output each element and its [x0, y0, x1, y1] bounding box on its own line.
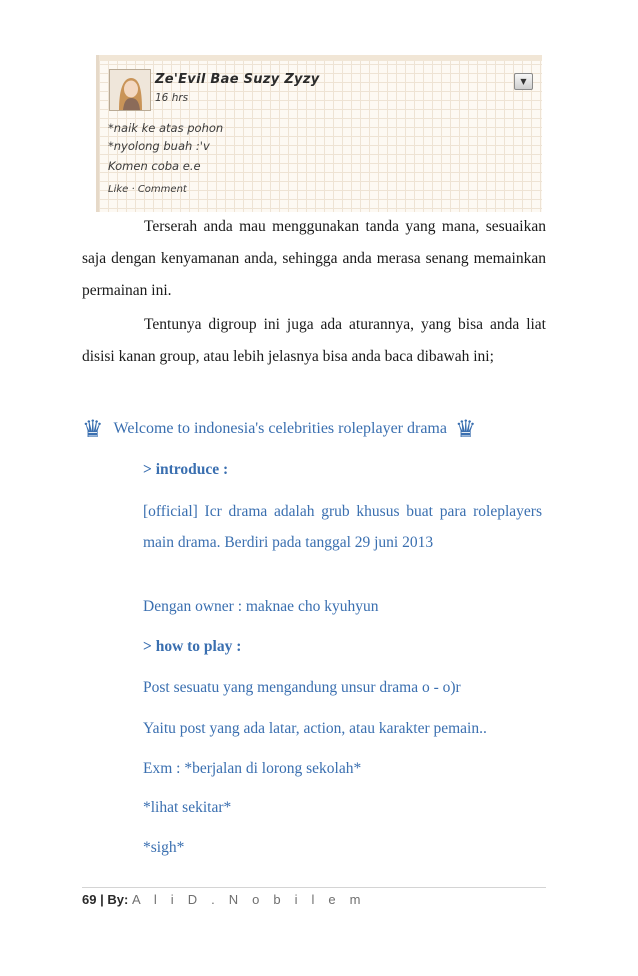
rule-line: Post sesuatu yang mengandung unsur drama o - o)r: [143, 679, 461, 696]
official-description: [official] Icr drama adalah grub khusus buat para roleplayers main drama. Berdiri pada tanggal 29 juni 2013: [143, 503, 542, 551]
author-name: A l i D . N o b i l e m: [131, 892, 366, 907]
rule-line: Exm : *berjalan di lorong sekolah*: [143, 760, 362, 777]
chevron-down-icon: ▼: [514, 73, 533, 90]
avatar: [109, 69, 151, 111]
post-author-name: Ze'Evil Bae Suzy Zyzy: [155, 72, 320, 87]
paragraph: Terserah anda mau menggunakan tanda yang mana, sesuaikan saja dengan kenyamanan anda, sehingga anda merasa senang memainkan permainan ini.: [82, 218, 546, 299]
paragraph: Tentunya digroup ini juga ada aturannya, yang bisa anda liat disisi kanan group, atau lebih jelasnya bisa anda baca dibawah ini;: [82, 316, 546, 365]
rule-line: *lihat sekitar*: [143, 799, 232, 816]
crown-icon: ♛: [82, 415, 104, 443]
screenshot-top-band: [99, 55, 542, 61]
how-to-play-heading: > how to play :: [143, 638, 242, 655]
page-footer: [82, 892, 366, 907]
page-number: 69: [82, 892, 97, 907]
welcome-title: Welcome to indonesia's celebrities roleplayer drama: [113, 420, 447, 437]
profile-photo-icon: [110, 70, 150, 110]
crown-icon: ♛: [454, 415, 477, 443]
footer-separator: |: [100, 892, 104, 907]
post-actions: Like · Comment: [108, 184, 187, 195]
owner-text: Dengan owner : maknae cho kyuhyun: [143, 598, 379, 615]
facebook-post-screenshot: [96, 55, 542, 212]
rule-line: Yaitu post yang ada latar, action, atau karakter pemain..: [143, 720, 487, 737]
introduce-heading: > introduce :: [143, 461, 229, 478]
by-label: By:: [107, 892, 129, 907]
post-line: Komen coba e.e: [108, 159, 201, 173]
post-timestamp: 16 hrs: [155, 92, 189, 104]
rule-line: *sigh*: [143, 839, 185, 856]
footer-divider: [82, 887, 546, 888]
group-welcome-heading: [82, 417, 477, 441]
post-line: *nyolong buah :'v: [108, 139, 210, 153]
post-line: *naik ke atas pohon: [108, 121, 224, 135]
